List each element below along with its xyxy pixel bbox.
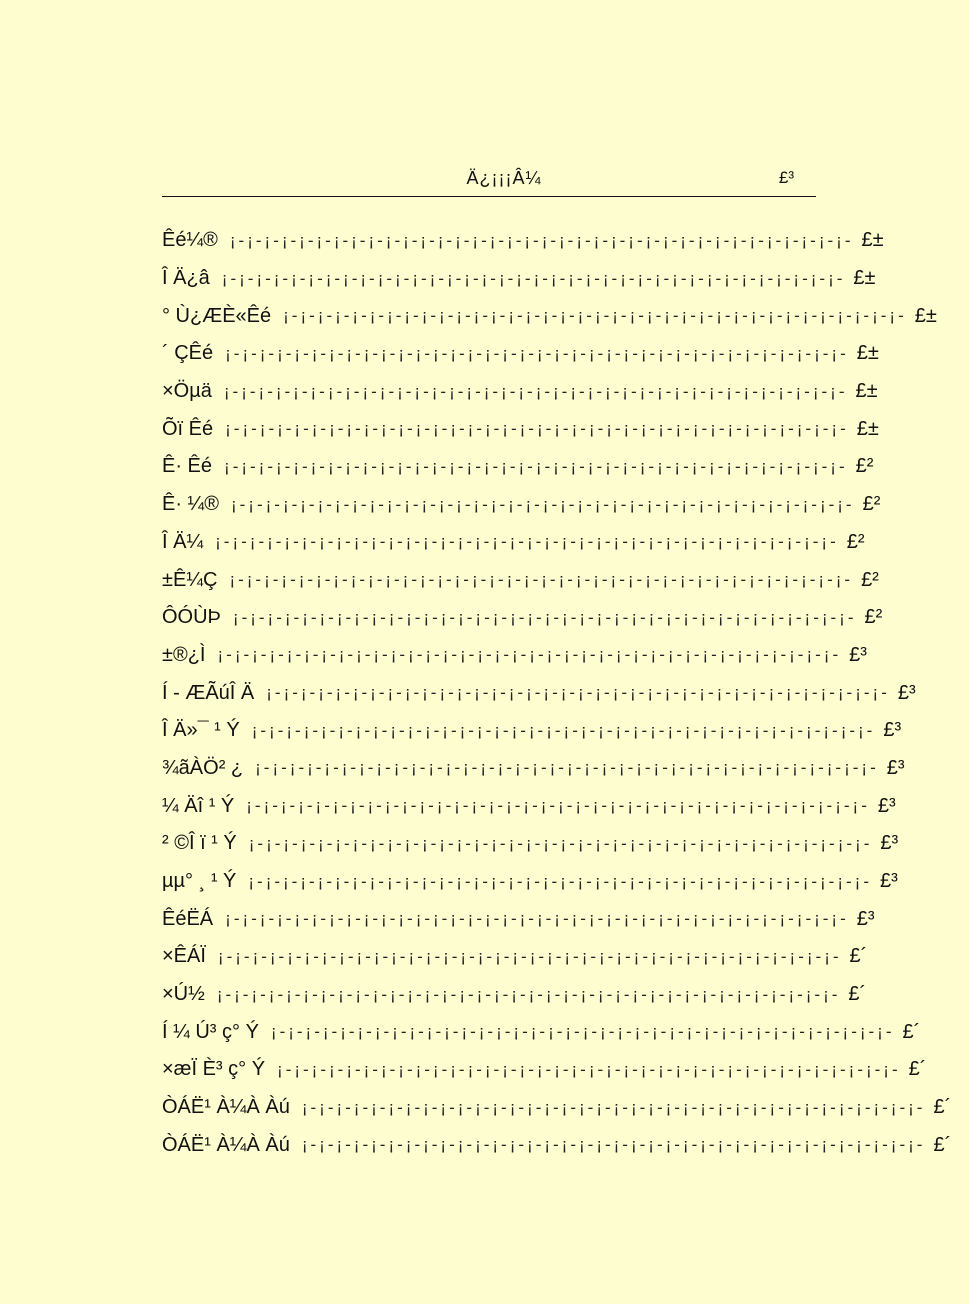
toc-entry-title: Ê· Êé	[162, 455, 213, 478]
toc-entry-title: ² ©Î ï ¹ Ý	[162, 832, 237, 855]
toc-entry-title: ×Ú½	[162, 983, 205, 1006]
toc-entry[interactable]	[162, 297, 937, 335]
toc-entry-page: £´	[849, 945, 868, 968]
toc-dot-leader: ¡-¡-¡-¡-¡-¡-¡-¡-¡-¡-¡-¡-¡-¡-¡-¡-¡-¡-¡-¡-¡-¡-¡-¡-¡-¡-¡-¡-¡-¡-¡-¡-¡-¡-¡-¡-	[224, 456, 848, 476]
toc-entry-page: £²	[846, 530, 865, 553]
toc-entry-title: ×Öµä	[162, 380, 212, 403]
toc-dot-leader: ¡-¡-¡-¡-¡-¡-¡-¡-¡-¡-¡-¡-¡-¡-¡-¡-¡-¡-¡-¡-¡-¡-¡-¡-¡-¡-¡-¡-¡-¡-¡-¡-¡-¡-¡-¡-	[230, 494, 855, 514]
toc-entry[interactable]	[162, 448, 874, 486]
header-title: Ä¿¡¡¡Â¼	[466, 168, 542, 188]
toc-entry-page: £³	[849, 643, 867, 666]
toc-dot-leader: ¡-¡-¡-¡-¡-¡-¡-¡-¡-¡-¡-¡-¡-¡-¡-¡-¡-¡-¡-¡-¡-¡-¡-¡-¡-¡-¡-¡-¡-¡-¡-¡-¡-¡-¡-¡-	[270, 1022, 895, 1042]
toc-dot-leader: ¡-¡-¡-¡-¡-¡-¡-¡-¡-¡-¡-¡-¡-¡-¡-¡-¡-¡-¡-¡-¡-¡-¡-¡-¡-¡-¡-¡-¡-¡-¡-¡-¡-¡-¡-¡-	[216, 984, 841, 1004]
toc-entry[interactable]	[162, 1089, 952, 1127]
toc-entry-title: Î Ä¿â	[162, 267, 210, 290]
toc-entry-title: ° Ù¿ÆÈ«Êé	[162, 304, 272, 327]
toc-dot-leader: ¡-¡-¡-¡-¡-¡-¡-¡-¡-¡-¡-¡-¡-¡-¡-¡-¡-¡-¡-¡-¡-¡-¡-¡-¡-¡-¡-¡-¡-¡-¡-¡-¡-¡-¡-¡-	[225, 909, 849, 929]
toc-dot-leader: ¡-¡-¡-¡-¡-¡-¡-¡-¡-¡-¡-¡-¡-¡-¡-¡-¡-¡-¡-¡-¡-¡-¡-¡-¡-¡-¡-¡-¡-¡-¡-¡-¡-¡-¡-¡-	[246, 796, 870, 816]
toc-entry-title: µµ° ¸ ¹ Ý	[162, 870, 237, 893]
toc-entry[interactable]	[162, 1127, 952, 1165]
toc-dot-leader: ¡-¡-¡-¡-¡-¡-¡-¡-¡-¡-¡-¡-¡-¡-¡-¡-¡-¡-¡-¡-¡-¡-¡-¡-¡-¡-¡-¡-¡-¡-¡-¡-¡-¡-¡-¡-	[225, 419, 849, 439]
toc-entry-title: Í ¼ Ú³ ç° Ý	[162, 1020, 259, 1043]
toc-entry-page: £±	[856, 342, 879, 365]
toc-entry[interactable]	[162, 486, 881, 524]
toc-entry[interactable]	[162, 787, 896, 825]
toc-dot-leader: ¡-¡-¡-¡-¡-¡-¡-¡-¡-¡-¡-¡-¡-¡-¡-¡-¡-¡-¡-¡-¡-¡-¡-¡-¡-¡-¡-¡-¡-¡-¡-¡-¡-¡-¡-¡-	[301, 1135, 926, 1155]
toc-entry[interactable]	[162, 1051, 927, 1089]
toc-entry[interactable]	[162, 260, 876, 298]
toc-dot-leader: ¡-¡-¡-¡-¡-¡-¡-¡-¡-¡-¡-¡-¡-¡-¡-¡-¡-¡-¡-¡-¡-¡-¡-¡-¡-¡-¡-¡-¡-¡-¡-¡-¡-¡-¡-¡-	[217, 946, 842, 966]
page-header	[162, 164, 816, 197]
toc-dot-leader: ¡-¡-¡-¡-¡-¡-¡-¡-¡-¡-¡-¡-¡-¡-¡-¡-¡-¡-¡-¡-¡-¡-¡-¡-¡-¡-¡-¡-¡-¡-¡-¡-¡-¡-¡-¡-	[251, 720, 876, 740]
toc-dot-leader: ¡-¡-¡-¡-¡-¡-¡-¡-¡-¡-¡-¡-¡-¡-¡-¡-¡-¡-¡-¡-¡-¡-¡-¡-¡-¡-¡-¡-¡-¡-¡-¡-¡-¡-¡-¡-	[232, 607, 857, 627]
toc-entry-page: £´	[902, 1020, 921, 1043]
toc-entry-page: £´	[848, 983, 867, 1006]
toc-dot-leader: ¡-¡-¡-¡-¡-¡-¡-¡-¡-¡-¡-¡-¡-¡-¡-¡-¡-¡-¡-¡-¡-¡-¡-¡-¡-¡-¡-¡-¡-¡-¡-¡-¡-¡-¡-¡-	[283, 306, 907, 326]
toc-entry[interactable]	[162, 674, 916, 712]
toc-entry[interactable]	[162, 410, 879, 448]
toc-dot-leader: ¡-¡-¡-¡-¡-¡-¡-¡-¡-¡-¡-¡-¡-¡-¡-¡-¡-¡-¡-¡-¡-¡-¡-¡-¡-¡-¡-¡-¡-¡-¡-¡-¡-¡-¡-¡-	[217, 645, 842, 665]
toc-entry-title: Î Ä»¯ ¹ Ý	[162, 719, 240, 742]
toc-entry-title: ±®¿Ì	[162, 643, 206, 666]
toc-entry-page: £³	[879, 870, 898, 893]
toc-entry-title: ¼ Äî ¹ Ý	[162, 794, 235, 817]
toc-entry-page: £²	[862, 493, 881, 516]
toc-entry[interactable]	[162, 712, 902, 750]
toc-dot-leader: ¡-¡-¡-¡-¡-¡-¡-¡-¡-¡-¡-¡-¡-¡-¡-¡-¡-¡-¡-¡-¡-¡-¡-¡-¡-¡-¡-¡-¡-¡-¡-¡-¡-¡-¡-¡-	[248, 871, 872, 891]
toc-entry-page: £³	[886, 756, 905, 779]
toc-dot-leader: ¡-¡-¡-¡-¡-¡-¡-¡-¡-¡-¡-¡-¡-¡-¡-¡-¡-¡-¡-¡-¡-¡-¡-¡-¡-¡-¡-¡-¡-¡-¡-¡-¡-¡-¡-¡-	[225, 343, 849, 363]
toc-entry-page: £³	[856, 907, 875, 930]
toc-entry[interactable]	[162, 335, 879, 373]
toc-dot-leader: ¡-¡-¡-¡-¡-¡-¡-¡-¡-¡-¡-¡-¡-¡-¡-¡-¡-¡-¡-¡-¡-¡-¡-¡-¡-¡-¡-¡-¡-¡-¡-¡-¡-¡-¡-¡-	[266, 683, 890, 703]
toc-entry-page: £´	[908, 1058, 927, 1081]
toc-entry-title: ´ ÇÊé	[162, 342, 214, 365]
toc-entry-title: ×æÏ È³ ç° Ý	[162, 1058, 266, 1081]
toc-entry-page: £³	[897, 681, 916, 704]
toc-entry-page: £´	[933, 1133, 952, 1156]
toc-entry-title: Êé¼®	[162, 229, 218, 252]
toc-entry-page: £²	[861, 568, 879, 591]
toc-entry-title: Í - ÆÃúÎ Ä	[162, 681, 255, 704]
toc-entry-page: £±	[853, 267, 876, 290]
toc-entry[interactable]	[162, 938, 868, 976]
toc-entry[interactable]	[162, 222, 884, 260]
toc-entry-page: £³	[880, 832, 899, 855]
toc-entry[interactable]	[162, 976, 867, 1014]
toc-entry-title: ±Ê¼Ç	[162, 568, 218, 591]
toc-entry[interactable]	[162, 900, 875, 938]
toc-entry[interactable]	[162, 373, 878, 411]
toc-entry[interactable]	[162, 524, 865, 562]
toc-entry[interactable]	[162, 863, 898, 901]
toc-entry-title: Ê· ¼®	[162, 493, 219, 516]
toc-dot-leader: ¡-¡-¡-¡-¡-¡-¡-¡-¡-¡-¡-¡-¡-¡-¡-¡-¡-¡-¡-¡-¡-¡-¡-¡-¡-¡-¡-¡-¡-¡-¡-¡-¡-¡-¡-¡-	[229, 570, 854, 590]
toc-entry-title: ÊéËÁ	[162, 907, 214, 930]
toc-dot-leader: ¡-¡-¡-¡-¡-¡-¡-¡-¡-¡-¡-¡-¡-¡-¡-¡-¡-¡-¡-¡-¡-¡-¡-¡-¡-¡-¡-¡-¡-¡-¡-¡-¡-¡-¡-¡-	[301, 1097, 926, 1117]
table-of-contents	[162, 222, 952, 1164]
toc-dot-leader: ¡-¡-¡-¡-¡-¡-¡-¡-¡-¡-¡-¡-¡-¡-¡-¡-¡-¡-¡-¡-¡-¡-¡-¡-¡-¡-¡-¡-¡-¡-¡-¡-¡-¡-¡-¡-	[255, 758, 879, 778]
toc-entry-page: £±	[861, 229, 884, 252]
toc-entry-page: £³	[883, 719, 902, 742]
toc-entry-page: £²	[855, 455, 874, 478]
toc-entry-page: £±	[914, 304, 937, 327]
toc-dot-leader: ¡-¡-¡-¡-¡-¡-¡-¡-¡-¡-¡-¡-¡-¡-¡-¡-¡-¡-¡-¡-¡-¡-¡-¡-¡-¡-¡-¡-¡-¡-¡-¡-¡-¡-¡-¡-	[229, 230, 854, 250]
toc-entry-page: £±	[856, 417, 879, 440]
toc-entry-title: ÒÁË¹ À¼À Àú	[162, 1133, 290, 1156]
toc-entry[interactable]	[162, 1013, 921, 1051]
toc-entry-title: ÔÓÙÞ	[162, 606, 221, 629]
toc-entry[interactable]	[162, 599, 883, 637]
toc-entry-title: Õï Êé	[162, 417, 214, 440]
toc-dot-leader: ¡-¡-¡-¡-¡-¡-¡-¡-¡-¡-¡-¡-¡-¡-¡-¡-¡-¡-¡-¡-¡-¡-¡-¡-¡-¡-¡-¡-¡-¡-¡-¡-¡-¡-¡-¡-	[215, 532, 839, 552]
toc-entry-page: £´	[933, 1096, 952, 1119]
toc-entry-page: £±	[855, 380, 878, 403]
toc-entry-page: £²	[864, 606, 883, 629]
toc-entry-title: ×ÊÁÏ	[162, 945, 206, 968]
toc-entry-title: ÒÁË¹ À¼À Àú	[162, 1096, 290, 1119]
toc-entry[interactable]	[162, 825, 899, 863]
toc-dot-leader: ¡-¡-¡-¡-¡-¡-¡-¡-¡-¡-¡-¡-¡-¡-¡-¡-¡-¡-¡-¡-¡-¡-¡-¡-¡-¡-¡-¡-¡-¡-¡-¡-¡-¡-¡-¡-	[223, 381, 848, 401]
toc-entry-title: Î Ä¼	[162, 530, 204, 553]
toc-dot-leader: ¡-¡-¡-¡-¡-¡-¡-¡-¡-¡-¡-¡-¡-¡-¡-¡-¡-¡-¡-¡-¡-¡-¡-¡-¡-¡-¡-¡-¡-¡-¡-¡-¡-¡-¡-¡-	[248, 833, 873, 853]
toc-entry-title: ¾ãÀÖ² ¿	[162, 756, 244, 779]
toc-entry[interactable]	[162, 561, 879, 599]
header-page-number: £³	[778, 168, 794, 187]
toc-entry-page: £³	[877, 794, 896, 817]
toc-entry[interactable]	[162, 750, 905, 788]
toc-dot-leader: ¡-¡-¡-¡-¡-¡-¡-¡-¡-¡-¡-¡-¡-¡-¡-¡-¡-¡-¡-¡-¡-¡-¡-¡-¡-¡-¡-¡-¡-¡-¡-¡-¡-¡-¡-¡-	[221, 268, 846, 288]
toc-entry[interactable]	[162, 637, 867, 675]
toc-dot-leader: ¡-¡-¡-¡-¡-¡-¡-¡-¡-¡-¡-¡-¡-¡-¡-¡-¡-¡-¡-¡-¡-¡-¡-¡-¡-¡-¡-¡-¡-¡-¡-¡-¡-¡-¡-¡-	[277, 1059, 901, 1079]
